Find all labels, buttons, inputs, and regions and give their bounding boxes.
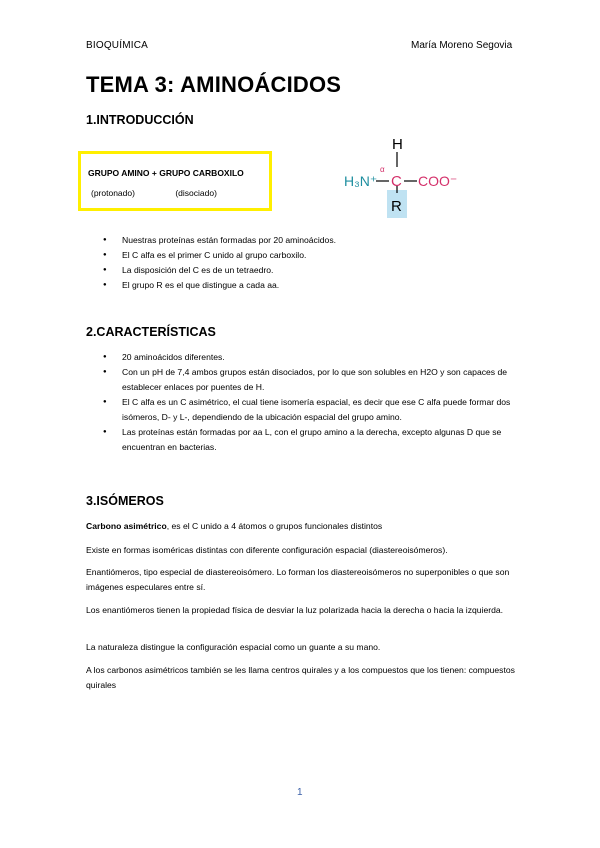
r-group: R: [391, 198, 402, 215]
paragraph-text: La naturaleza distingue la configuración espacial como un guante a su mano.: [86, 642, 381, 652]
paragraph-text: A los carbonos asimétricos también se les llama centros quirales y a los compuestos que los tienen: compuestos quirales: [86, 665, 515, 690]
list-item: ● El C alfa es el primer C unido al grupo carboxilo.: [100, 248, 430, 263]
list-item: ● Nuestras proteínas están formadas por 20 aminoácidos.: [100, 233, 430, 248]
paragraph-carbono-asimetrico: [86, 519, 516, 534]
header-right: María Moreno Segovia: [411, 40, 513, 51]
section-heading-caracteristicas: 2.CARACTERÍSTICAS: [86, 325, 216, 339]
list-item: ● 20 aminoácidos diferentes.: [100, 350, 520, 365]
term-carbono-asimetrico: Carbono asimétrico: [86, 521, 167, 531]
paragraph-text: Los enantiómeros tienen la propiedad física de desviar la luz polarizada hacia la derecha o hacia la izquierda.: [86, 605, 504, 615]
page-title: TEMA 3: AMINOÁCIDOS: [86, 72, 342, 97]
paragraph-text: , es el C unido a 4 átomos o grupos funcionales distintos: [166, 521, 383, 531]
intro-bullet-list: [100, 233, 430, 293]
box-protonado: (protonado): [91, 188, 135, 198]
list-item: ● Con un pH de 7,4 ambos grupos están disociados, por lo que son solubles en H2O y son capaces de establecer enlaces por puentes de H.: [100, 365, 520, 395]
page-number: 1: [297, 787, 303, 798]
list-item: ● La disposición del C es de un tetraedro.: [100, 263, 430, 278]
carboxyl-group: COO⁻: [418, 173, 458, 189]
atom-h: H: [392, 136, 403, 153]
amino-acid-structure: [340, 135, 470, 225]
header-left: BIOQUÍMICA: [86, 40, 149, 51]
section-heading-isomeros: 3.ISÓMEROS: [86, 494, 164, 508]
list-item: ● El grupo R es el que distingue a cada aa.: [100, 278, 430, 293]
alpha-label: α: [380, 165, 385, 174]
box-disociado: (disociado): [175, 188, 217, 198]
paragraph-text: Enantiómeros, tipo especial de diastereoisómero. Lo forman los diastereoisómeros no superponibles o que son imágenes especulares entre sí.: [86, 567, 510, 592]
paragraph-text: Existe en formas isoméricas distintas con diferente configuración espacial (diastereoisómeros).: [86, 545, 448, 555]
list-item: ● Las proteínas están formadas por aa L, con el grupo amino a la derecha, excepto algunas D que se encuentran en bacterias.: [100, 425, 520, 455]
amino-carboxyl-box: [78, 151, 272, 211]
list-item: ● El C alfa es un C asimétrico, el cual tiene isomería espacial, es decir que ese C alfa puede formar dos isómeros, D- y L-, dependiendo de la ubicación espacial del grupo amino.: [100, 395, 520, 425]
caracteristicas-bullet-list: [100, 350, 520, 455]
amine-group: H₃N⁺: [344, 173, 378, 189]
section-heading-intro: 1.INTRODUCCIÓN: [86, 113, 194, 127]
box-subtitle: [91, 188, 217, 198]
box-title: GRUPO AMINO + GRUPO CARBOXILO: [88, 168, 244, 178]
atom-c-alpha: C: [391, 173, 402, 190]
